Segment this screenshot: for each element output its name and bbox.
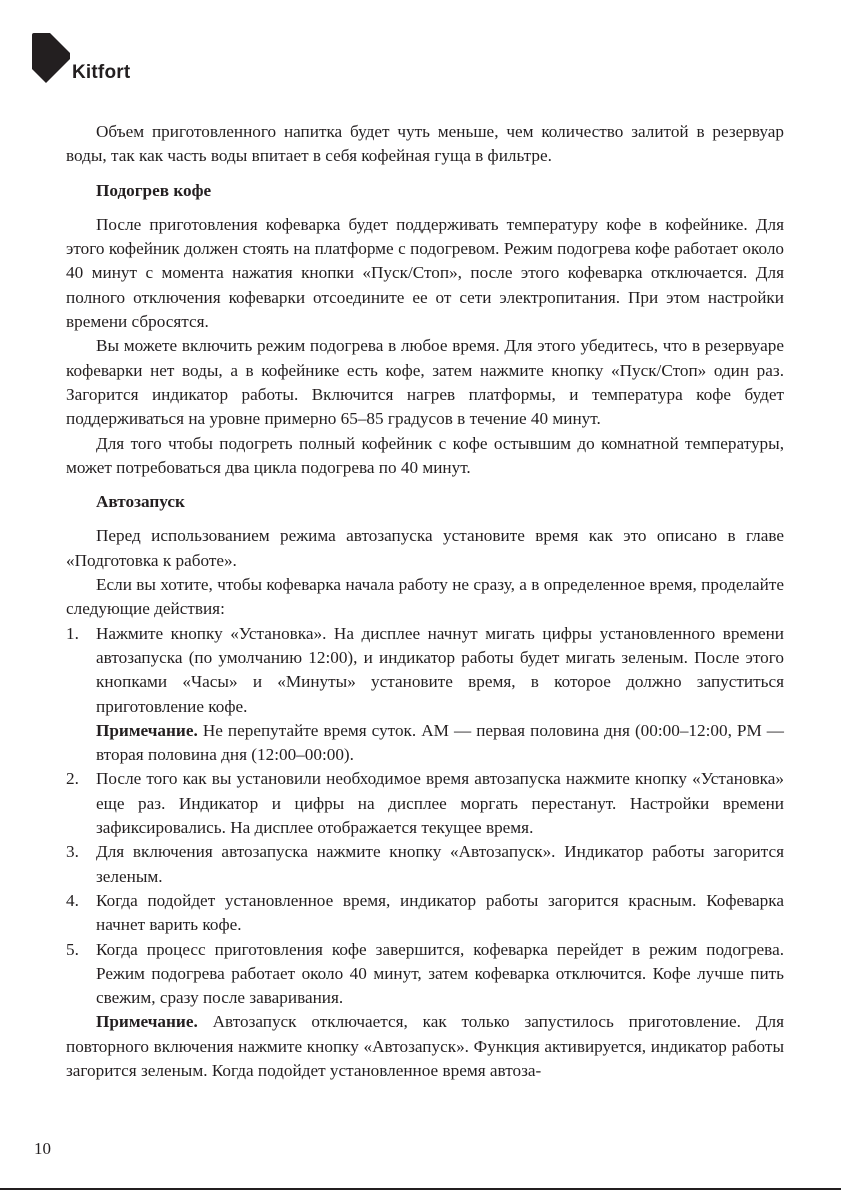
note-text: Не перепутайте время суток. AM — первая половина дня (00:00–12:00, PM — вторая половина дня (12:00–00:00). <box>96 720 784 765</box>
bottom-divider <box>0 1188 841 1190</box>
kitfort-logo-icon <box>32 33 70 83</box>
document-body <box>66 120 784 1083</box>
step-number: 5. <box>66 939 79 959</box>
step-text: Нажмите кнопку «Установка». На дисплее начнут мигать цифры установленного времени автозапуска (по умолчанию 12:00), и индикатор работы будет мигать зеленым. После этого кнопками «Часы» и «Минуты» установите время, в которое должно запуститься приготовление кофе. <box>96 623 784 716</box>
step-number: 1. <box>66 623 79 643</box>
autostart-paragraph: Перед использованием режима автозапуска установите время как это описано в главе «Подготовка к работе». <box>66 526 784 570</box>
step-number: 2. <box>66 769 79 789</box>
step-text: Для включения автозапуска нажмите кнопку «Автозапуск». Индикатор работы загорится зеленым. <box>96 842 784 886</box>
list-item <box>66 889 784 938</box>
note-label: Примечание. <box>96 1012 198 1032</box>
warming-paragraph: Вы можете включить режим подогрева в любое время. Для этого убедитесь, что в резервуаре кофеварки нет воды, а в кофейнике есть кофе, затем нажмите кнопку «Пуск/Стоп» один раз. Загорится индикатор работы. Включится нагрев платформы, и температура кофе будет поддерживаться на уровне примерно 65–85 градусов в течение 40 минут. <box>66 336 784 429</box>
brand-name: Kitfort <box>72 62 131 83</box>
list-item <box>66 840 784 889</box>
step-number: 3. <box>66 842 79 862</box>
brand-logo <box>32 33 130 83</box>
section-heading-warming: Подогрев кофе <box>96 180 212 200</box>
autostart-steps-list <box>66 622 784 1011</box>
list-item <box>66 938 784 1011</box>
autostart-paragraph: Если вы хотите, чтобы кофеварка начала работу не сразу, а в определенное время, проделайте следующие действия: <box>66 575 784 619</box>
intro-paragraph: Объем приготовленного напитка будет чуть меньше, чем количество залитой в резервуар воды, так как часть воды впитает в себя кофейная гуща в фильтре. <box>66 122 784 166</box>
final-note <box>66 1010 784 1083</box>
step-text: Когда подойдет установленное время, индикатор работы загорится красным. Кофеварка начнет варить кофе. <box>96 890 784 935</box>
step-number: 4. <box>66 890 79 910</box>
note-label: Примечание. <box>96 720 198 740</box>
warming-paragraph: После приготовления кофеварка будет поддерживать температуру кофе в кофейнике. Для этого кофейник должен стоять на платформе с подогревом. Режим подогрева кофе работает около 40 минут с момента нажатия кнопки «Пуск/Стоп», после этого кофеварка отключается. Для полного отключения кофеварки отсоедините ее от сети электропитания. При этом настройки времени сбросятся. <box>66 214 784 332</box>
step-text: После того как вы установили необходимое время автозапуска нажмите кнопку «Установка» еще раз. Индикатор и цифры на дисплее моргать перестанут. Настройки времени зафиксировались. На дисплее отображается текущее время. <box>96 769 784 838</box>
page-number: 10 <box>34 1139 51 1158</box>
note-text: Автозапуск отключается, как только запустилось приготовление. Для повторного включения нажмите кнопку «Автозапуск». Функция активируется, индикатор работы загорится зеленым. Когда подойдет установленное время автоза- <box>66 1012 784 1080</box>
step-text: Когда процесс приготовления кофе завершится, кофеварка перейдет в режим подогрева. Режим подогрева работает около 40 минут, затем кофеварка отключится. Кофе лучше пить свежим, сразу после заваривания. <box>96 939 784 1008</box>
warming-paragraph: Для того чтобы подогреть полный кофейник с кофе остывшим до комнатной температуры, может потребоваться два цикла подогрева по 40 минут. <box>66 433 784 477</box>
list-item <box>66 767 784 840</box>
list-item <box>66 622 784 768</box>
section-heading-autostart: Автозапуск <box>96 492 185 512</box>
